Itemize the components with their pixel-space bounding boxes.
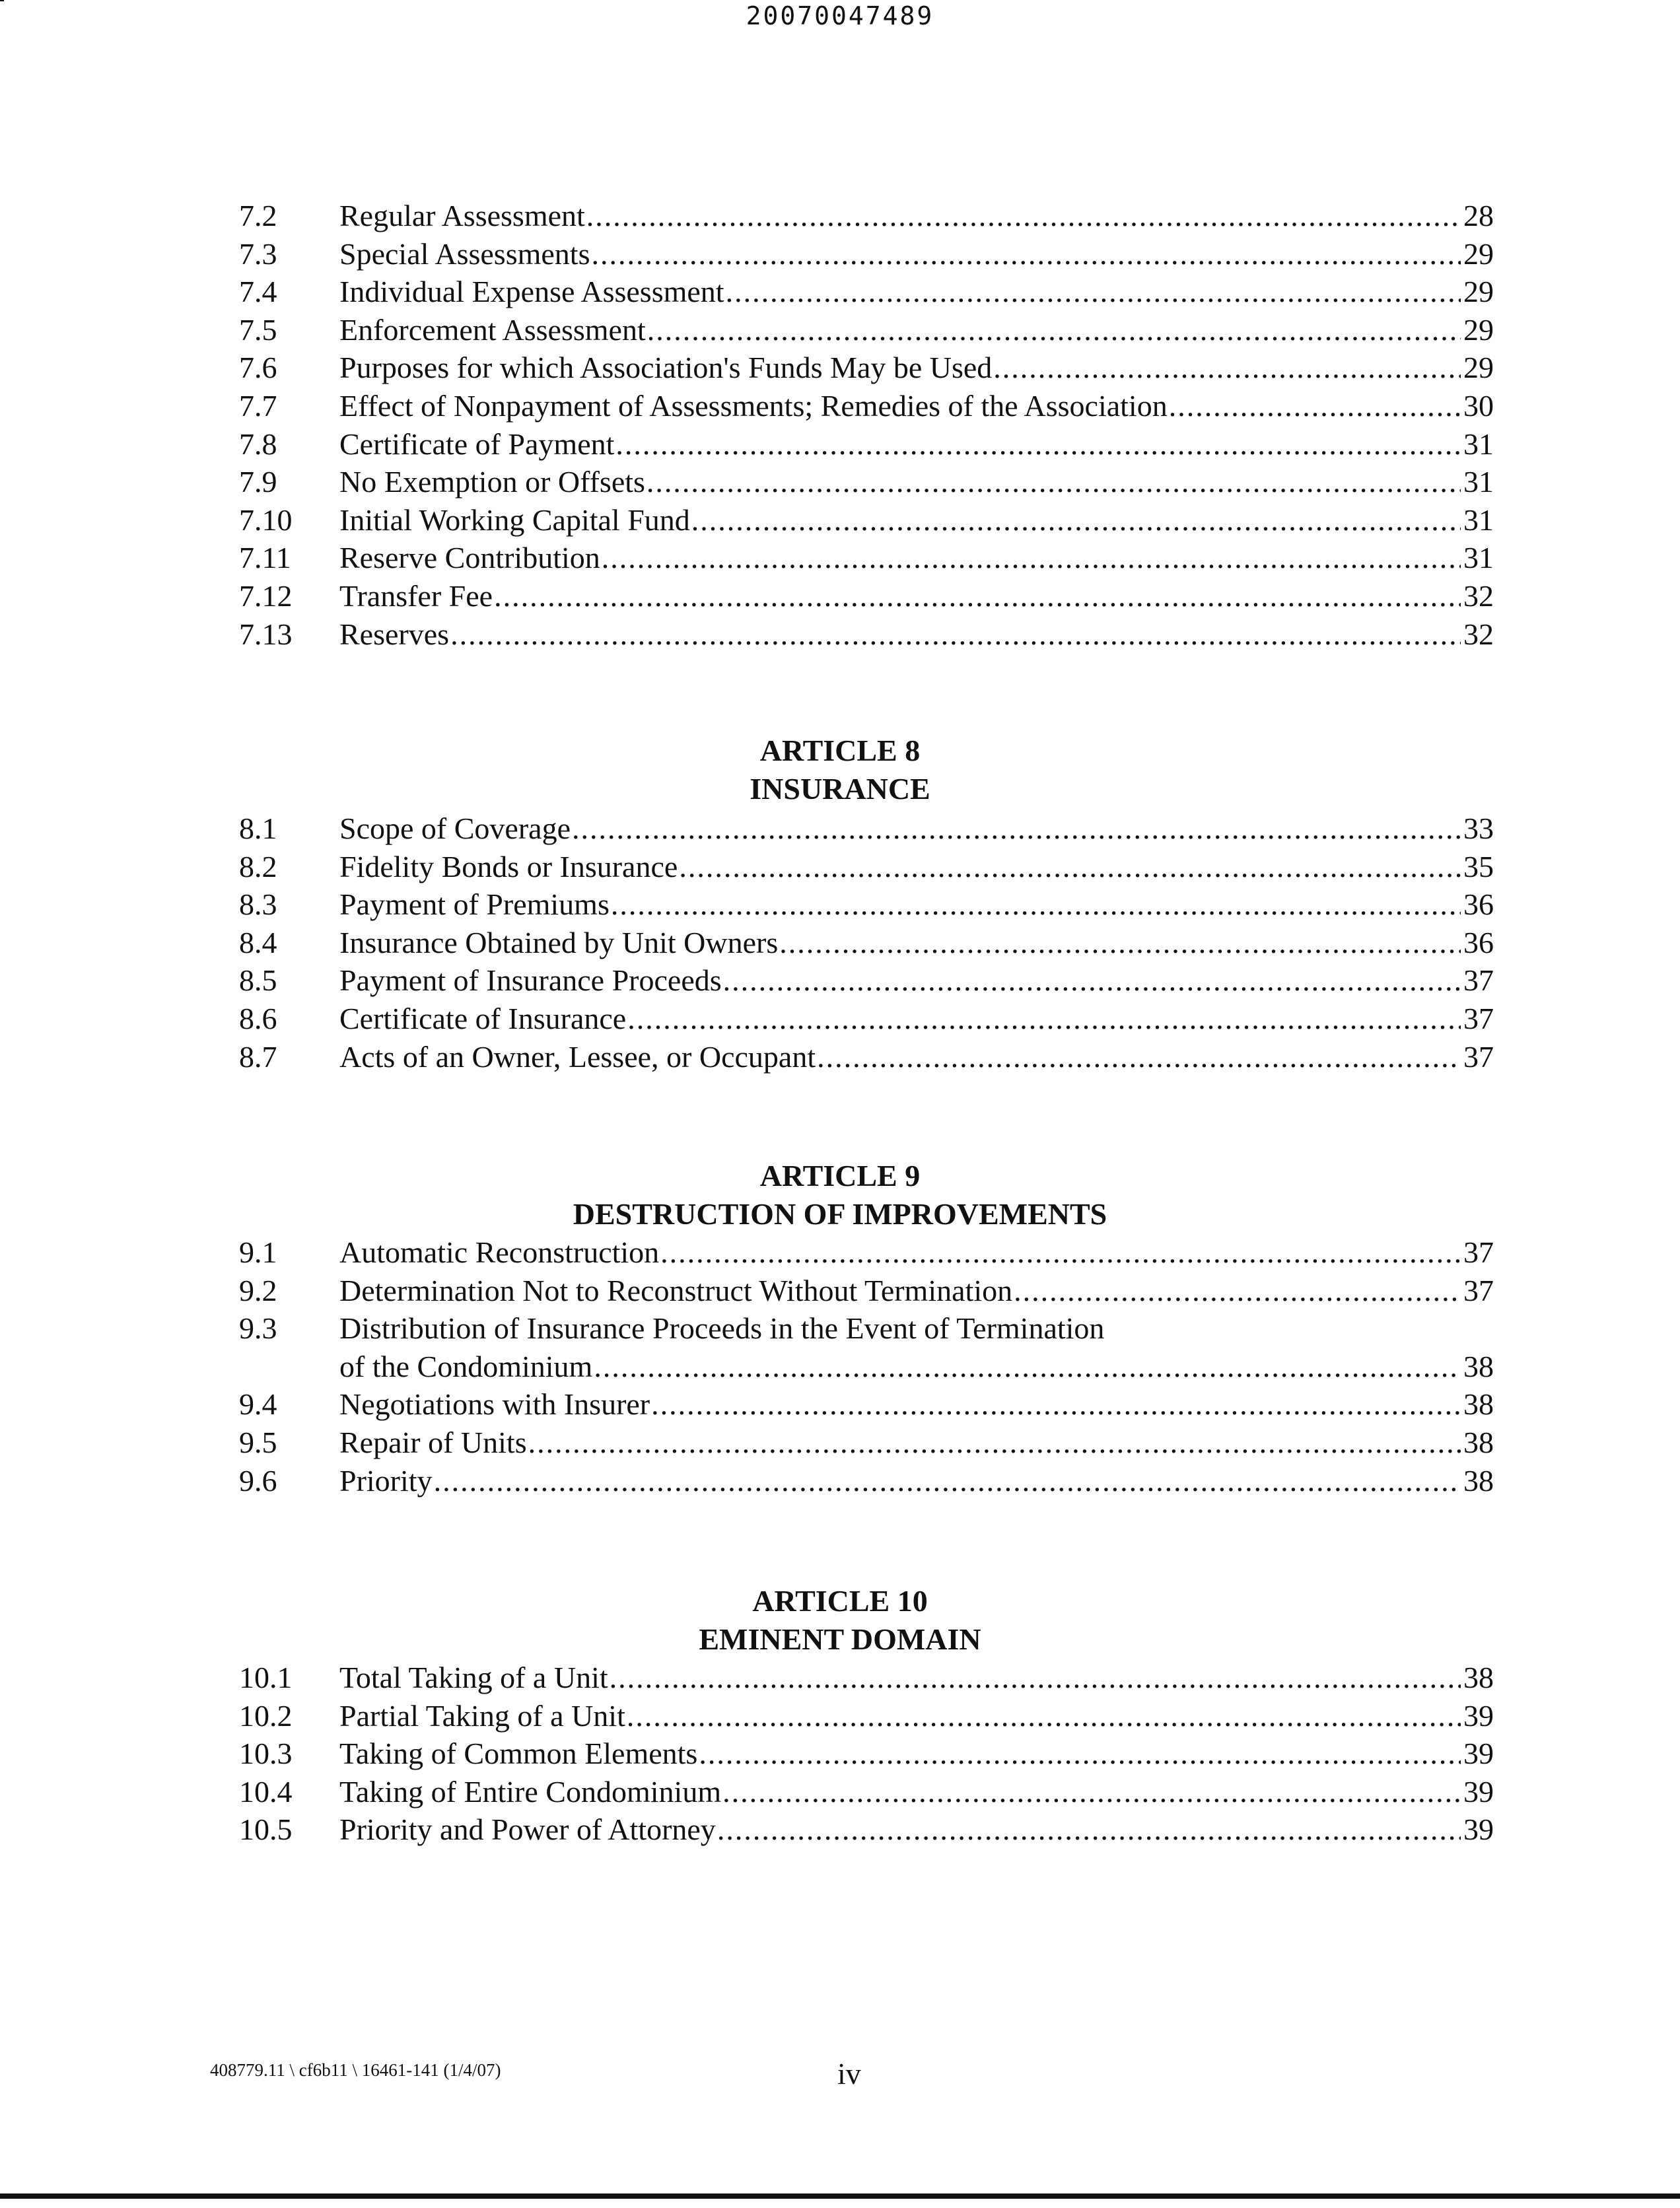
dot-leader [817,1038,1461,1076]
toc-entry[interactable] [0,425,1680,464]
entry-title: Effect of Nonpayment of Assessments; Remedies of the Association [339,388,1168,423]
entry-page: 31 [1463,427,1494,461]
entry-number: 9.1 [239,1235,277,1269]
footer-document-reference: 408779.11 \ cf6b11 \ 16461-141 (1/4/07) [210,2060,501,2080]
article-10-title: EMINENT DOMAIN [699,1622,981,1656]
entry-page: 37 [1463,963,1494,998]
toc-entry[interactable] [0,1272,1680,1310]
dot-leader [1169,387,1461,425]
dot-leader [660,1233,1461,1272]
entry-page: 37 [1463,1039,1494,1074]
entry-number: 7.8 [239,427,277,461]
entry-title: Special Assessments [339,236,590,271]
toc-entry[interactable] [0,387,1680,425]
entry-title: Partial Taking of a Unit [339,1698,625,1733]
toc-entry[interactable] [0,349,1680,387]
dot-leader [699,1735,1461,1773]
entry-title: No Exemption or Offsets [339,465,645,499]
entry-page: 31 [1463,541,1494,575]
entry-title: Taking of Common Elements [339,1737,698,1771]
dot-leader [627,1000,1461,1038]
dot-leader [726,273,1461,311]
dot-leader [679,848,1461,886]
toc-entry[interactable] [0,273,1680,311]
entry-number: 9.3 [239,1311,277,1346]
entry-number: 7.13 [239,617,293,651]
toc-entry[interactable] [0,848,1680,886]
entry-page: 37 [1463,1273,1494,1307]
entry-page: 29 [1463,275,1494,309]
toc-entry[interactable] [0,463,1680,501]
entry-title-line2: of the Condominium [339,1349,593,1383]
entry-page: 29 [1463,351,1494,385]
entry-number: 7.7 [239,388,277,423]
dot-leader [615,425,1461,464]
entry-title: Taking of Entire Condominium [339,1774,722,1809]
dot-leader [691,501,1461,539]
entry-number: 8.5 [239,963,277,998]
entry-title: Initial Working Capital Fund [339,502,690,537]
entry-title: Regular Assessment [339,199,585,232]
entry-title: Insurance Obtained by Unit Owners [339,925,779,959]
entry-number: 10.5 [239,1812,293,1847]
dot-leader [591,235,1461,273]
entry-number: 7.9 [239,465,277,499]
entry-page: 36 [1463,925,1494,959]
dot-leader [494,577,1461,615]
entry-number: 8.2 [239,849,277,883]
entry-page: 38 [1463,1387,1494,1422]
entry-page: 39 [1463,1737,1494,1771]
entry-page: 37 [1463,1001,1494,1035]
toc-entry-continuation[interactable] [0,1348,1680,1386]
entry-page: 35 [1463,849,1494,883]
entry-title: Total Taking of a Unit [339,1661,608,1694]
dot-leader [602,539,1461,577]
entry-number: 10.1 [239,1661,293,1694]
dot-leader [722,1773,1461,1811]
entry-page: 37 [1463,1235,1494,1269]
dot-leader [647,463,1461,501]
entry-page: 32 [1463,578,1494,613]
dot-leader [594,1348,1461,1386]
entry-page: 31 [1463,502,1494,537]
entry-number: 8.6 [239,1001,277,1035]
entry-title: Distribution of Insurance Proceeds in the Event of Termination [339,1311,1105,1346]
entry-page: 39 [1463,1812,1494,1847]
toc-entry[interactable] [0,615,1680,654]
entry-title: Negotiations with Insurer [339,1387,650,1422]
article-9-heading: ARTICLE 9 [759,1159,921,1192]
bottom-scan-border [0,2193,1680,2199]
entry-number: 7.10 [239,502,293,537]
entry-title: Certificate of Payment [339,427,615,461]
entry-title: Priority [339,1463,433,1498]
dot-leader [610,1659,1461,1697]
entry-title: Payment of Premiums [339,887,610,922]
toc-entry[interactable] [0,1811,1680,1849]
entry-title: Reserves [339,617,450,651]
toc-entry[interactable] [0,810,1680,848]
dot-leader [1014,1272,1461,1310]
entry-title: Reserve Contribution [339,541,600,575]
dot-leader [779,924,1461,962]
toc-entry[interactable] [0,1773,1680,1811]
toc-section-9 [0,1233,1680,1500]
entry-number: 8.3 [239,887,277,922]
entry-number: 9.2 [239,1273,277,1307]
entry-number: 8.7 [239,1039,277,1074]
toc-entry[interactable] [0,311,1680,349]
toc-section-7 [0,197,1680,653]
entry-page: 38 [1463,1661,1494,1694]
entry-number: 8.4 [239,925,277,959]
entry-number: 9.6 [239,1463,277,1498]
entry-title: Automatic Reconstruction [339,1235,660,1269]
toc-entry[interactable] [0,501,1680,539]
entry-page: 38 [1463,1425,1494,1459]
toc-entry[interactable] [0,924,1680,962]
toc-entry[interactable] [0,1659,1680,1697]
entry-title: Payment of Insurance Proceeds [339,963,722,998]
entry-page: 29 [1463,312,1494,347]
toc-entry[interactable] [0,1038,1680,1076]
entry-title: Individual Expense Assessment [339,275,724,309]
dot-leader [651,1385,1461,1424]
dot-leader [647,311,1461,349]
dot-leader [528,1424,1461,1462]
toc-entry[interactable] [0,961,1680,1000]
entry-page: 39 [1463,1698,1494,1733]
entry-number: 7.11 [239,541,291,575]
toc-entry[interactable] [0,539,1680,577]
entry-number: 7.2 [239,199,277,232]
entry-page: 38 [1463,1463,1494,1498]
toc-section-8 [0,810,1680,1076]
dot-leader [572,810,1461,848]
entry-number: 8.1 [239,811,277,845]
entry-title: Determination Not to Reconstruct Without Termination [339,1273,1013,1307]
entry-number: 7.4 [239,275,277,309]
toc-entry[interactable] [0,885,1680,924]
toc-entry[interactable] [0,1462,1680,1500]
entry-number: 10.4 [239,1774,293,1809]
entry-page: 31 [1463,465,1494,499]
entry-page: 38 [1463,1349,1494,1383]
dot-leader [611,885,1461,924]
dot-leader [586,197,1461,235]
article-10-heading: ARTICLE 10 [752,1584,928,1618]
toc-entry[interactable] [0,577,1680,615]
entry-number: 10.2 [239,1698,293,1733]
entry-page: 32 [1463,617,1494,651]
entry-title: Repair of Units [339,1425,527,1459]
toc-entry[interactable] [0,1424,1680,1462]
entry-number: 7.12 [239,578,293,613]
dot-leader [723,961,1461,1000]
dot-leader [450,615,1461,654]
dot-leader [434,1462,1461,1500]
toc-entry[interactable] [0,1697,1680,1735]
entry-number: 10.3 [239,1737,293,1771]
toc-entry[interactable] [0,235,1680,273]
entry-page: 30 [1463,388,1494,423]
article-8-title: INSURANCE [750,772,930,806]
toc-entry[interactable] [0,1309,1680,1348]
entry-number: 7.3 [239,236,277,271]
toc-entry[interactable] [0,1233,1680,1272]
entry-page: 39 [1463,1774,1494,1809]
entry-title: Acts of an Owner, Lessee, or Occupant [339,1039,816,1074]
dot-leader [717,1811,1461,1849]
article-8-heading: ARTICLE 8 [759,734,921,767]
toc-entry[interactable] [0,1000,1680,1038]
dot-leader [627,1697,1461,1735]
dot-leader [993,349,1461,387]
entry-title: Enforcement Assessment [339,312,646,347]
entry-number: 7.6 [239,351,277,385]
entry-title: Transfer Fee [339,578,493,613]
footer-page-number: iv [837,2057,861,2090]
entry-title: Scope of Coverage [339,811,571,845]
entry-title: Fidelity Bonds or Insurance [339,849,678,883]
toc-section-10 [0,1659,1680,1849]
toc-entry[interactable] [0,197,1680,235]
entry-page: 33 [1463,811,1494,845]
entry-title: Priority and Power of Attorney [339,1812,716,1847]
entry-page: 36 [1463,887,1494,922]
article-9-title: DESTRUCTION OF IMPROVEMENTS [573,1197,1107,1231]
toc-entry[interactable] [0,1735,1680,1773]
document-number: 20070047489 [746,1,934,30]
entry-page: 29 [1463,236,1494,271]
toc-entry[interactable] [0,1385,1680,1424]
entry-number: 7.5 [239,312,277,347]
entry-page: 28 [1463,199,1494,232]
entry-number: 9.5 [239,1425,277,1459]
entry-number: 9.4 [239,1387,277,1422]
entry-title: Purposes for which Association's Funds May be Used [339,351,993,385]
entry-title: Certificate of Insurance [339,1001,627,1035]
